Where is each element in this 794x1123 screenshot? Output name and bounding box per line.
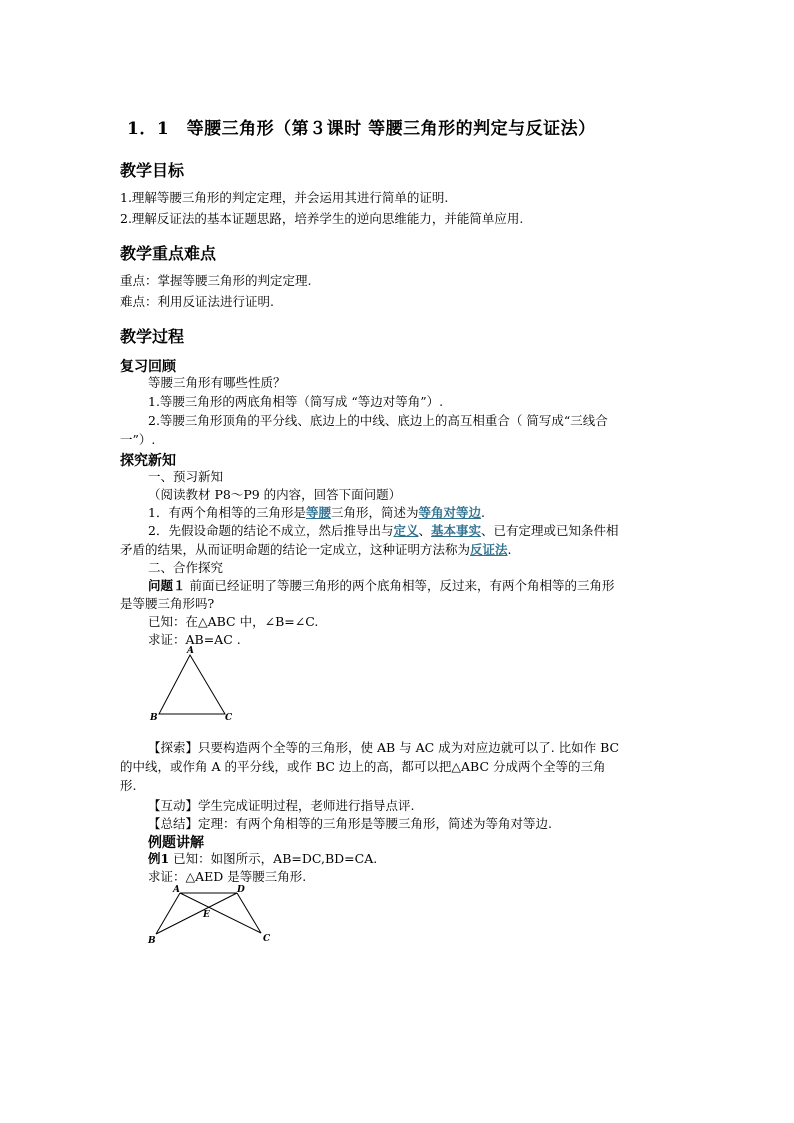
- explore-question-2: [148, 525, 619, 538]
- answer-definition: 定义: [393, 523, 419, 538]
- explore-hint-line-3: 形.: [120, 778, 137, 793]
- review-line-2a: 2.等腰三角形顶角的平分线、底边上的中线、底边上的高互相重合（ 简写成“三线合: [148, 413, 608, 428]
- explore-hint-text-1: 只要构造两个全等的三角形，使 AB 与 AC 成为对应边就可以了. 比如作 BC: [198, 740, 620, 755]
- page-title: 1．1 等腰三角形（第３课时 等腰三角形的判定与反证法）: [127, 119, 596, 139]
- heading-review: 复习回顾: [120, 359, 176, 375]
- example-1-figure: [145, 880, 280, 950]
- point-label-d: D: [237, 885, 245, 895]
- vertex-label-b: B: [150, 713, 158, 723]
- explore-hint-label: 【探索】: [148, 740, 199, 755]
- heading-example: 例题讲解: [148, 835, 204, 851]
- point-label-a: A: [173, 885, 180, 895]
- summary-label: 【总结】: [148, 816, 199, 831]
- heading-process: 教学过程: [120, 327, 185, 346]
- answer-isosceles: 等腰: [305, 505, 331, 520]
- summary-text: 定理：有两个角相等的三角形是等腰三角形，简述为等角对等边.: [198, 816, 552, 831]
- q2-line2-pre: 矛盾的结果，从而证明命题的结论一定成立，这种证明方法称为: [120, 542, 471, 557]
- triangle-abc-shape: [159, 655, 225, 714]
- heading-goals: 教学目标: [120, 161, 185, 180]
- problem-1: [148, 580, 615, 593]
- answer-equal-angles-equal-sides: 等角对等边: [418, 505, 482, 520]
- q1-text-mid: 三角形，简述为: [330, 505, 419, 520]
- goal-item-2: 2.理解反证法的基本证题思路，培养学生的逆向思维能力，并能简单应用.: [120, 211, 524, 226]
- triangle-abc-figure: [145, 645, 245, 730]
- vertex-label-a: A: [187, 646, 194, 656]
- example-1-given: [148, 853, 377, 866]
- explore-hint-line-1: [148, 742, 619, 755]
- keypoint-item-1: 重点：掌握等腰三角形的判定定理.: [120, 273, 312, 288]
- keypoint-item-2: 难点：利用反证法进行证明.: [120, 294, 274, 309]
- review-line-2b: 一”）.: [120, 432, 156, 447]
- point-label-c: C: [263, 934, 271, 944]
- q2-text-post: 、已有定理或已知条件相: [481, 523, 619, 538]
- explore-question-1: [148, 507, 485, 520]
- explore-instruction: （阅读教材 P8～P9 的内容，回答下面问题）: [148, 487, 402, 502]
- point-label-e: E: [203, 910, 210, 920]
- example-1-given-text: 已知：如图所示，AB=DC,BD=CA.: [169, 851, 378, 866]
- q1-text-pre: 1．有两个角相等的三角形是: [148, 505, 306, 520]
- explore-part-1: 一、预习新知: [148, 469, 224, 484]
- heading-keypoints: 教学重点难点: [120, 244, 217, 263]
- example-1-prove: 求证：△AED 是等腰三角形.: [148, 869, 307, 884]
- point-label-b: B: [148, 936, 156, 946]
- q1-text-end: .: [481, 505, 485, 520]
- problem-1-text: 前面已经证明了等腰三角形的两个底角相等，反过来，有两个角相等的三角形: [185, 578, 615, 593]
- problem-1-prove: 求证：AB=AC .: [148, 632, 241, 647]
- vertex-label-c: C: [225, 713, 233, 723]
- q2-text-pre: 2．先假设命题的结论不成立，然后推导出与: [148, 523, 394, 538]
- explore-question-2-line-2: [120, 544, 512, 557]
- q2-separator: 、: [418, 523, 431, 538]
- review-line-1: 1.等腰三角形的两底角相等（简写成 “等边对等角”）.: [148, 394, 444, 409]
- summary-line: [148, 818, 552, 831]
- problem-1-text-line-2: 是等腰三角形吗?: [120, 596, 215, 611]
- heading-explore: 探究新知: [120, 453, 176, 469]
- explore-hint-line-2: 的中线，或作角 A 的平分线，或作 BC 边上的高，都可以把△ABC 分成两个全等的三角: [120, 759, 606, 774]
- answer-proof-by-contradiction: 反证法: [470, 542, 508, 557]
- answer-basic-fact: 基本事实: [431, 523, 482, 538]
- interact-text: 学生完成证明过程，老师进行指导点评.: [198, 798, 415, 813]
- problem-1-given: 已知：在△ABC 中，∠B=∠C.: [148, 614, 319, 629]
- example-1-label: 例1: [148, 851, 170, 866]
- interact-label: 【互动】: [148, 798, 199, 813]
- interact-line: [148, 800, 415, 813]
- explore-part-2: 二、合作探究: [148, 560, 224, 575]
- problem-1-label: 问题１: [148, 578, 186, 593]
- review-question: 等腰三角形有哪些性质？: [148, 375, 286, 390]
- goal-item-1: 1.理解等腰三角形的判定定理，并会运用其进行简单的证明.: [120, 190, 449, 205]
- q2-line2-end: .: [507, 542, 512, 557]
